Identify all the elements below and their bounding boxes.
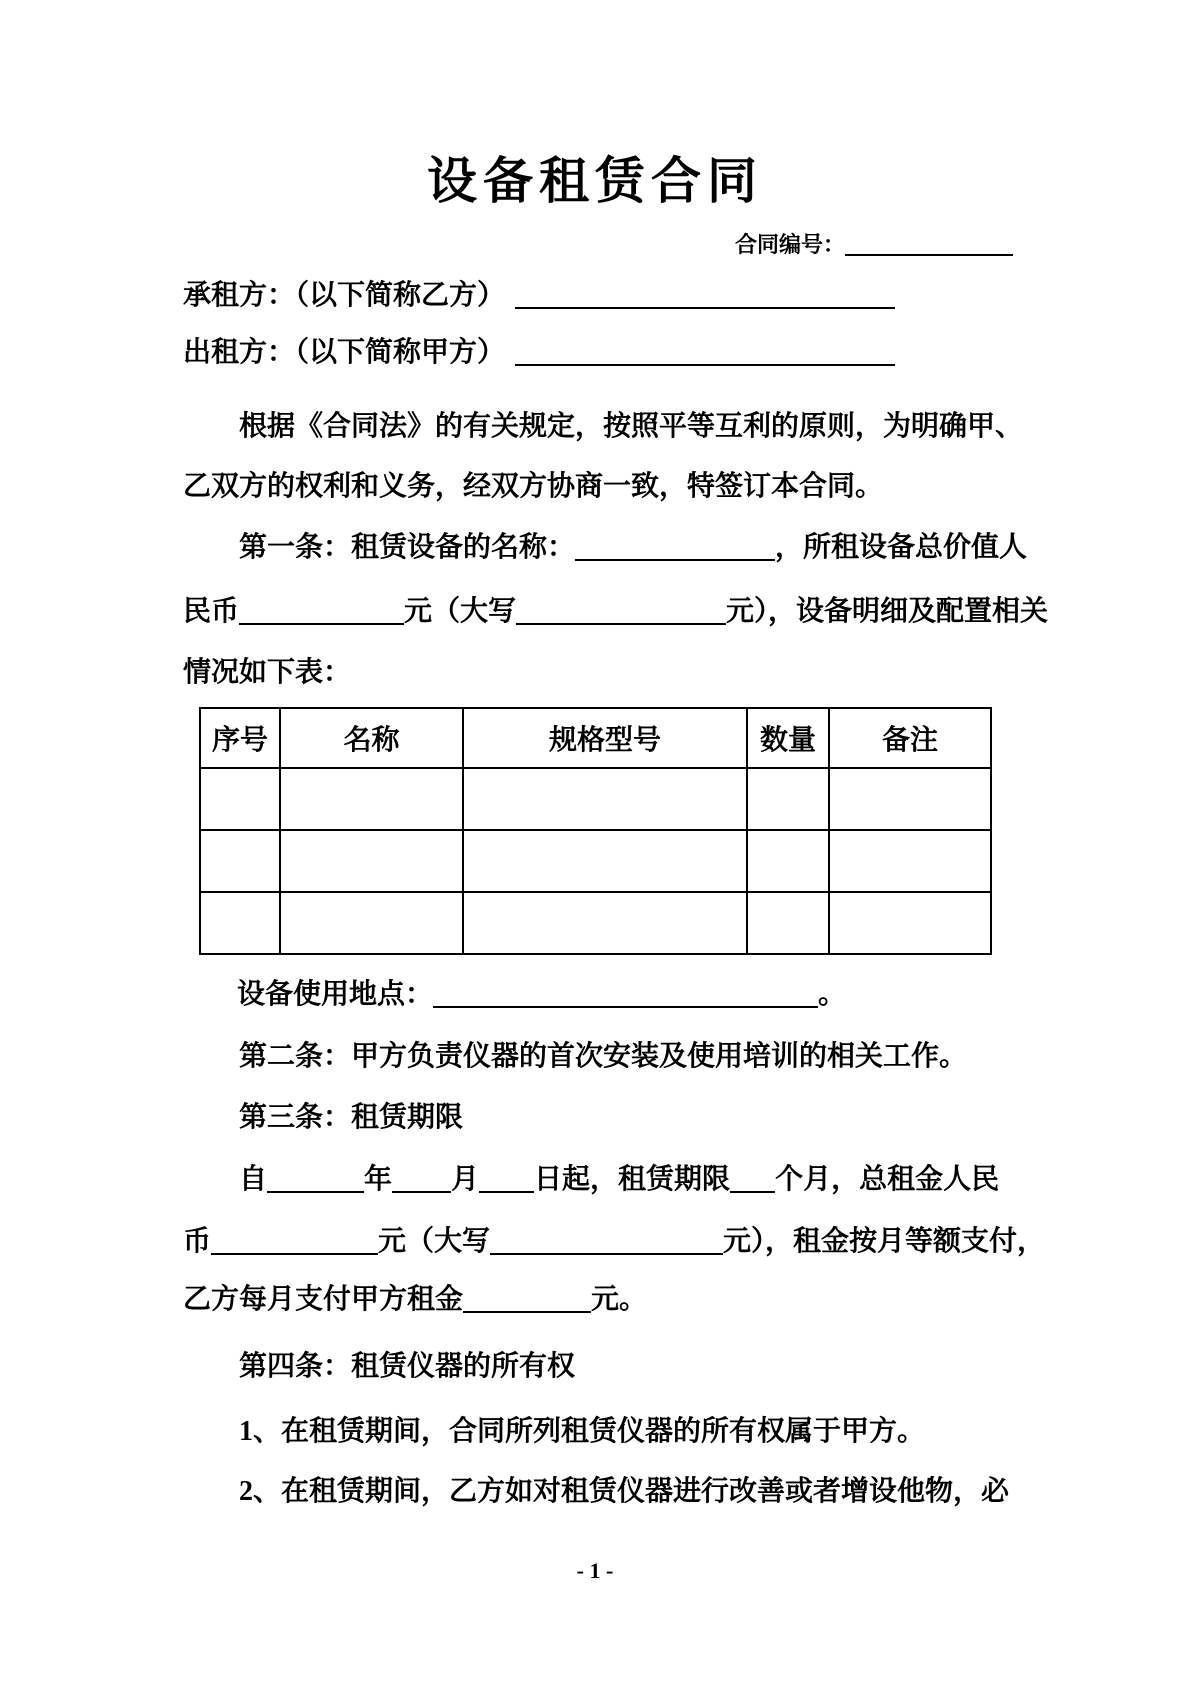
contract-number-line	[735, 231, 1013, 259]
lessee-label: 承租方：（以下简称乙方）	[183, 280, 506, 311]
table-row	[200, 892, 991, 954]
article3-line1-s2: 年	[364, 1164, 393, 1195]
article3-line-1	[239, 1163, 999, 1197]
table-row	[200, 830, 991, 892]
article1-line2-s3: 元），设备明细及配置相关	[726, 596, 1049, 627]
table-header-quantity: 数量	[747, 708, 829, 768]
article3-line3-s1: 乙方每月支付甲方租金	[183, 1284, 464, 1315]
article1-line1-post: ，所租设备总价值人	[775, 532, 1028, 563]
table-row	[200, 768, 991, 830]
table-cell	[829, 768, 991, 830]
article1-line-1	[239, 531, 1027, 565]
table-header-remark: 备注	[829, 708, 991, 768]
article4-item-2: 2、在租赁期间，乙方如对租赁仪器进行改善或者增设他物，必	[239, 1476, 1010, 1507]
lessor-line	[183, 336, 895, 370]
start-month-blank	[392, 1163, 451, 1193]
article3-line-2	[183, 1225, 1045, 1259]
table-header-index: 序号	[200, 708, 280, 768]
table-cell	[829, 830, 991, 892]
location-line	[237, 978, 846, 1012]
table-cell	[829, 892, 991, 954]
table-cell	[747, 892, 829, 954]
table-header-model: 规格型号	[463, 708, 747, 768]
location-blank	[433, 978, 818, 1008]
article1-line2-s1: 民币	[183, 596, 240, 627]
article3-line1-s3: 月	[451, 1164, 480, 1195]
article4-item-1: 1、在租赁期间，合同所列租赁仪器的所有权属于甲方。	[239, 1416, 926, 1447]
article3-line1-s1: 自	[239, 1164, 268, 1195]
equipment-table-header-row	[200, 708, 991, 768]
page-number: - 1 -	[576, 1558, 614, 1583]
table-cell	[463, 830, 747, 892]
start-year-blank	[267, 1163, 364, 1193]
article3-line1-s4: 日起，租赁期限	[534, 1164, 731, 1195]
table-cell	[747, 830, 829, 892]
total-value-words-blank	[516, 595, 726, 625]
total-rent-amount-blank	[211, 1225, 378, 1255]
equipment-name-blank	[575, 531, 775, 561]
article4-heading: 第四条：租赁仪器的所有权	[239, 1351, 576, 1382]
table-cell	[463, 768, 747, 830]
table-cell	[200, 768, 280, 830]
table-cell	[280, 768, 463, 830]
table-cell	[280, 830, 463, 892]
article3-line2-s1: 币	[183, 1226, 212, 1257]
page-title: 设备租赁合同	[427, 153, 763, 209]
equipment-table	[199, 707, 992, 955]
table-cell	[200, 892, 280, 954]
monthly-rent-blank	[463, 1283, 591, 1313]
article2-line: 第二条：甲方负责仪器的首次安装及使用培训的相关工作。	[239, 1041, 968, 1072]
location-label: 设备使用地点：	[237, 979, 434, 1010]
article1-line-2	[183, 595, 1048, 629]
article1-line1-pre: 第一条：租赁设备的名称：	[239, 532, 576, 563]
contract-number-label: 合同编号：	[735, 232, 846, 257]
article3-heading: 第三条：租赁期限	[239, 1102, 464, 1133]
start-day-blank	[479, 1163, 534, 1193]
article3-line2-s2: 元（大写	[378, 1226, 491, 1257]
article3-line3-s2: 元。	[591, 1284, 648, 1315]
table-cell	[747, 768, 829, 830]
preamble-line-2: 乙双方的权利和义务，经双方协商一致，特签订本合同。	[183, 471, 884, 502]
location-period: 。	[818, 979, 847, 1010]
article1-line2-s2: 元（大写	[404, 596, 517, 627]
total-rent-words-blank	[490, 1225, 723, 1255]
article3-line-3	[183, 1283, 647, 1317]
article3-line1-s5: 个月，总租金人民	[775, 1164, 1000, 1195]
article3-line2-s3: 元），租金按月等额支付，	[723, 1226, 1046, 1257]
lessor-label: 出租方：（以下简称甲方）	[183, 337, 506, 368]
preamble-line-1: 根据《合同法》的有关规定，按照平等互利的原则，为明确甲、	[239, 411, 1024, 442]
table-header-name: 名称	[280, 708, 463, 768]
table-cell	[463, 892, 747, 954]
lessee-line	[183, 279, 895, 313]
term-months-blank	[730, 1163, 775, 1193]
article1-line-3: 情况如下表：	[183, 657, 352, 688]
total-value-amount-blank	[239, 595, 404, 625]
lessee-name-blank	[515, 279, 895, 309]
contract-number-blank	[845, 232, 1013, 256]
lessor-name-blank	[515, 336, 895, 366]
table-cell	[200, 830, 280, 892]
table-cell	[280, 892, 463, 954]
